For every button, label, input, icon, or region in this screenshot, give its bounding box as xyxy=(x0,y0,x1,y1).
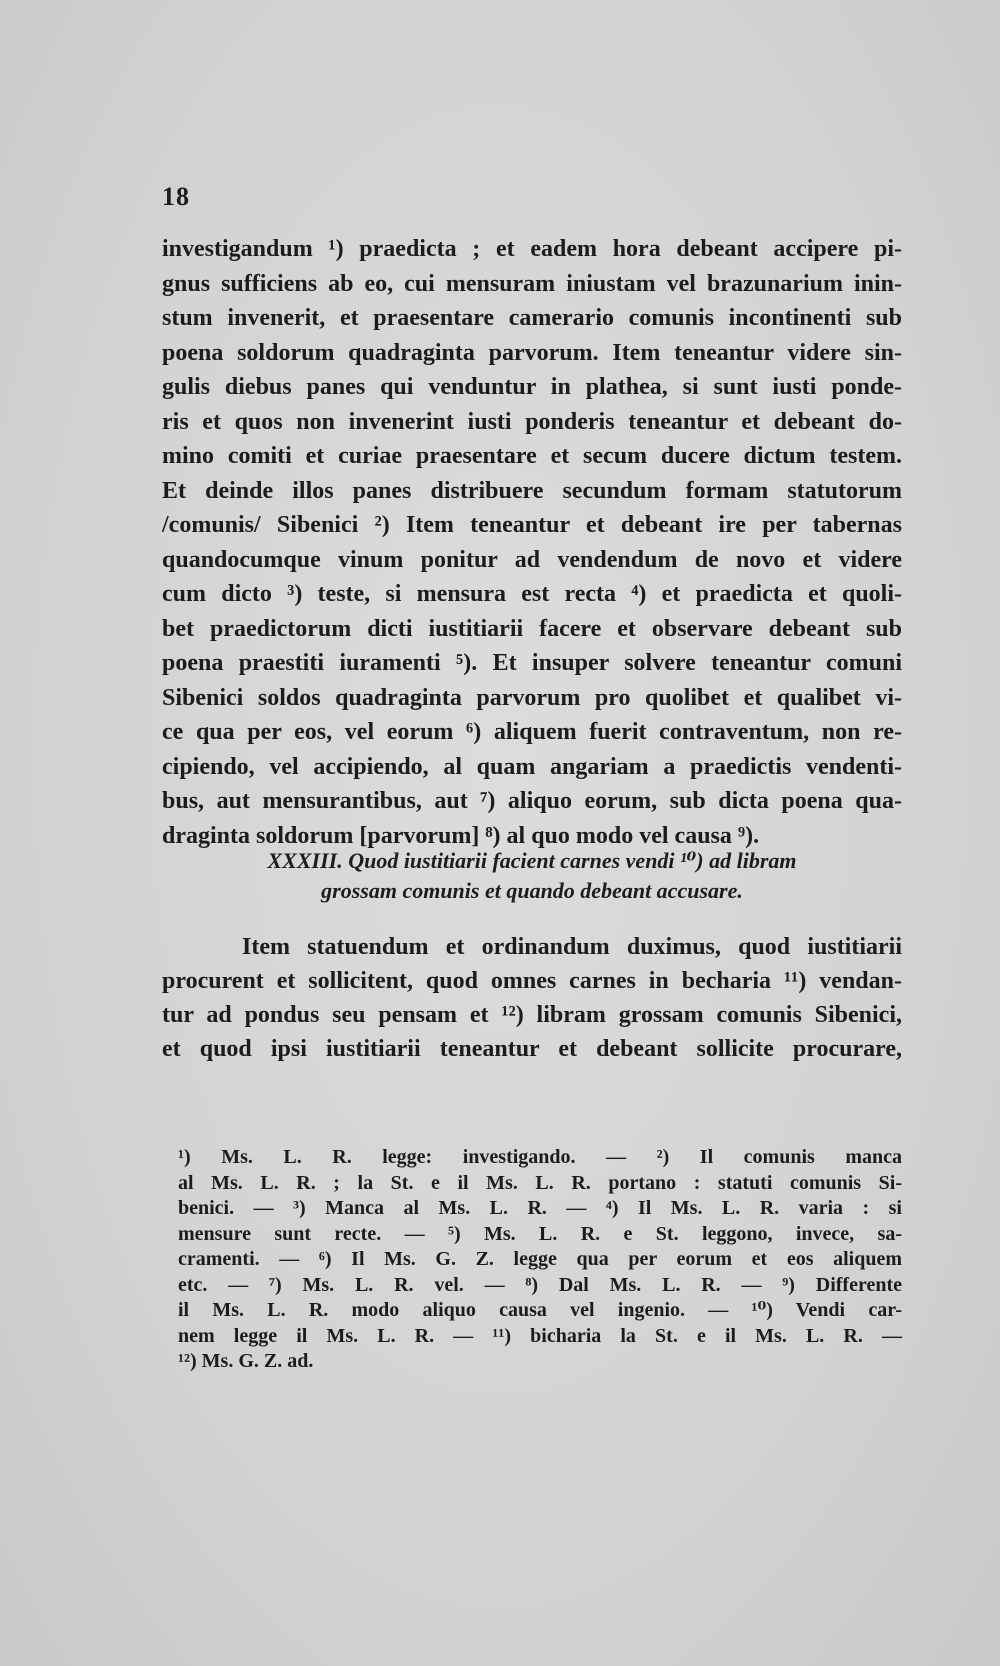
text-line: draginta soldorum [parvorum] ⁸) al quo modo vel causa ⁹). xyxy=(162,822,760,849)
text-line: Item statuendum et ordinandum duximus, quod iustitiarii xyxy=(242,934,902,960)
text-line: stum invenerit, et praesentare camerario comunis incontinenti sub xyxy=(162,305,902,331)
text-line: Et deinde illos panes distribuere secundum formam statutorum xyxy=(162,477,902,504)
text-line: et quod ipsi iustitiarii teneantur et debeant sollicite procurare, xyxy=(162,1036,902,1062)
text-line: tur ad pondus seu pensam et ¹²) libram grossam comunis Sibenici, xyxy=(162,1002,902,1028)
footnote-line: al Ms. L. R. ; la St. e il Ms. L. R. portano : statuti comunis Si- xyxy=(178,1171,902,1194)
footnote-line: il Ms. L. R. modo aliquo causa vel ingenio. — ¹⁰) Vendi car- xyxy=(178,1299,902,1321)
text-line: poena praestiti iuramenti ⁵). Et insuper solvere teneantur comuni xyxy=(162,650,902,676)
main-paragraph xyxy=(162,232,902,853)
text-line: bet praedictorum dicti iustitiarii facere et observare debeant sub xyxy=(162,615,902,642)
text-line: investigandum ¹) praedicta ; et eadem hora debeant accipere pi- xyxy=(162,236,902,262)
text-line: /comunis/ Sibenici ²) Item teneantur et debeant ire per tabernas xyxy=(162,512,902,538)
chapter-heading xyxy=(162,846,902,906)
text-line: ris et quos non invenerint iusti ponderis teneantur et debeant do- xyxy=(162,408,902,435)
footnote-line: etc. — ⁷) Ms. L. R. vel. — ⁸) Dal Ms. L. R. — ⁹) Differente xyxy=(178,1273,902,1296)
chapter-paragraph xyxy=(162,930,902,1066)
footnotes xyxy=(178,1145,902,1375)
text-line: Sibenici soldos quadraginta parvorum pro quolibet et qualibet vi- xyxy=(162,684,902,711)
heading-line: XXXIII. Quod iustitiarii facient carnes vendi ¹⁰) ad libram xyxy=(267,848,797,873)
text-line: bus, aut mensurantibus, aut ⁷) aliquo eorum, sub dicta poena qua- xyxy=(162,788,902,814)
text-line: quandocumque vinum ponitur ad vendendum de novo et videre xyxy=(162,546,902,573)
footnote-line: ¹) Ms. L. R. legge: investigando. — ²) Il comunis manca xyxy=(178,1146,902,1168)
footnote-line: benici. — ³) Manca al Ms. L. R. — ⁴) Il Ms. L. R. varia : si xyxy=(178,1197,902,1219)
footnote-line: nem legge il Ms. L. R. — ¹¹) bicharia la St. e il Ms. L. R. — xyxy=(178,1324,902,1347)
footnote-line: cramenti. — ⁶) Il Ms. G. Z. legge qua per eorum et eos aliquem xyxy=(178,1248,902,1270)
text-line: mino comiti et curiae praesentare et secum ducere dictum testem. xyxy=(162,443,902,469)
text-line: gnus sufficiens ab eo, cui mensuram iniustam vel brazunarium inin- xyxy=(162,270,902,297)
text-line: cipiendo, vel accipiendo, al quam angariam a praedictis vendenti- xyxy=(162,753,902,780)
page-number: 18 xyxy=(162,182,190,211)
text-line: gulis diebus panes qui venduntur in plathea, si sunt iusti ponde- xyxy=(162,374,902,400)
text-line: cum dicto ³) teste, si mensura est recta ⁴) et praedicta et quoli- xyxy=(162,581,902,607)
footnote-line: mensure sunt recte. — ⁵) Ms. L. R. e St. leggono, invece, sa- xyxy=(178,1222,902,1245)
text-line: ce qua per eos, vel eorum ⁶) aliquem fuerit contraventum, non re- xyxy=(162,719,902,745)
heading-line: grossam comunis et quando debeant accusare. xyxy=(321,878,743,903)
text-line: poena soldorum quadraginta parvorum. Item teneantur videre sin- xyxy=(162,339,902,366)
text-line: procurent et sollicitent, quod omnes carnes in becharia ¹¹) vendan- xyxy=(162,968,902,994)
footnote-line: ¹²) Ms. G. Z. ad. xyxy=(178,1350,314,1372)
